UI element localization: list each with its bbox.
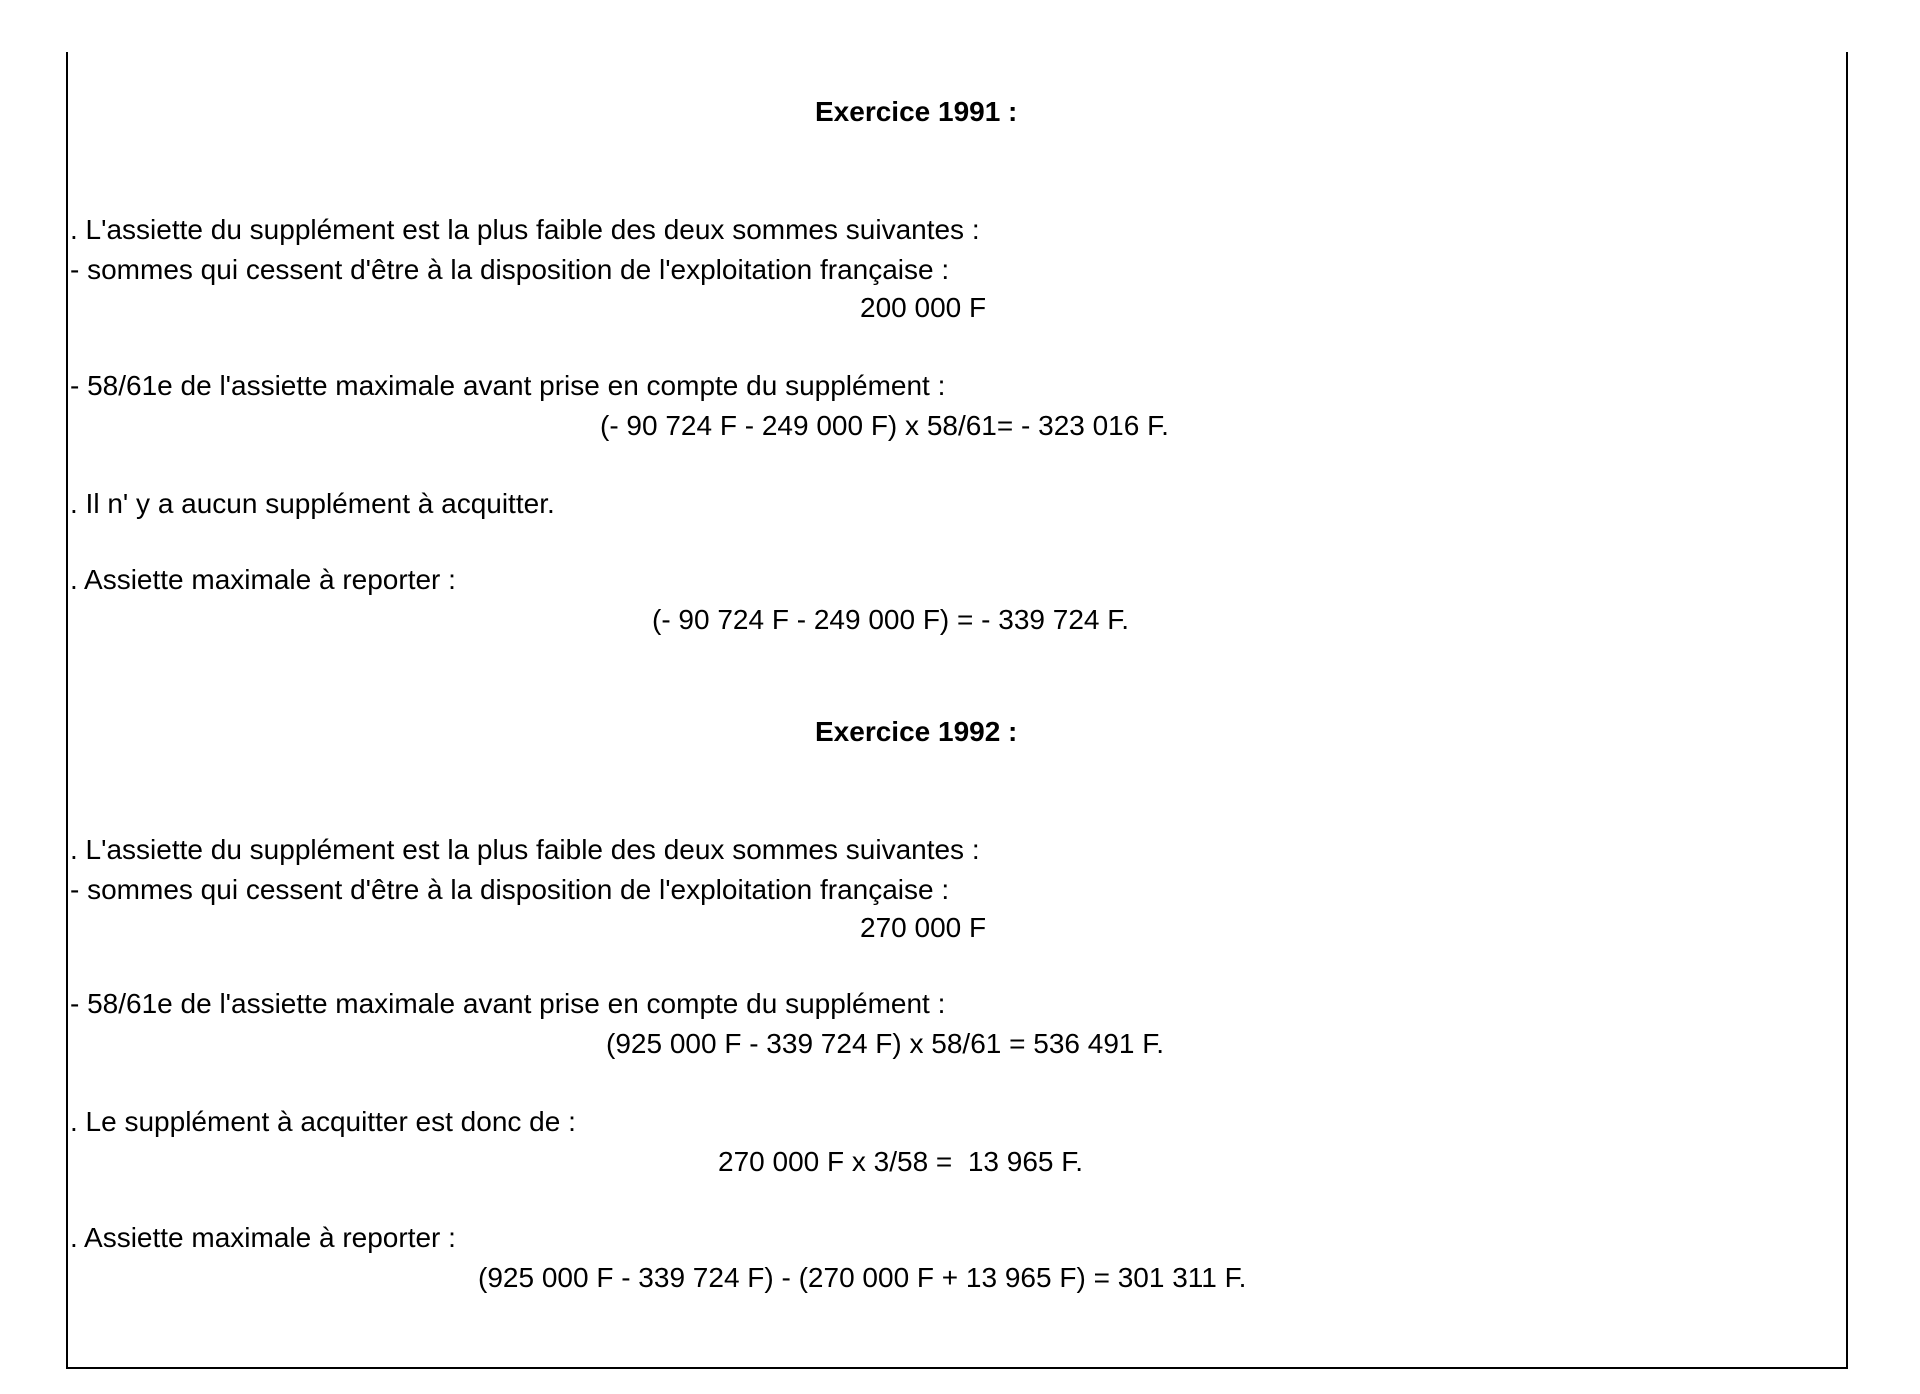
item1-value-1991: 200 000 F xyxy=(860,292,987,323)
section-heading-1992: Exercice 1992 : xyxy=(815,716,1018,747)
item2-label-1992: - 58/61e de l'assiette maximale avant prise en compte du supplément : xyxy=(70,988,946,1019)
item1-value-1992: 270 000 F xyxy=(860,912,987,943)
section-heading-1991: Exercice 1991 : xyxy=(815,96,1018,127)
item2-label-1991: - 58/61e de l'assiette maximale avant prise en compte du supplément : xyxy=(70,370,946,401)
conclusion-1991: . Il n' y a aucun supplément à acquitter. xyxy=(70,488,555,519)
intro-1992: . L'assiette du supplément est la plus faible des deux sommes suivantes : xyxy=(70,834,980,865)
report-value-1991: (- 90 724 F - 249 000 F) = - 339 724 F. xyxy=(652,604,1130,635)
report-label-1991: . Assiette maximale à reporter : xyxy=(70,564,456,595)
item1-label-1992: - sommes qui cessent d'être à la disposition de l'exploitation française : xyxy=(70,874,950,905)
supplement-value-1992: 270 000 F x 3/58 = 13 965 F. xyxy=(718,1146,1084,1177)
item1-label-1991: - sommes qui cessent d'être à la disposition de l'exploitation française : xyxy=(70,254,950,285)
item2-value-1991: (- 90 724 F - 249 000 F) x 58/61= - 323 016 F. xyxy=(600,410,1169,441)
intro-1991: . L'assiette du supplément est la plus faible des deux sommes suivantes : xyxy=(70,214,980,245)
report-label-1992: . Assiette maximale à reporter : xyxy=(70,1222,456,1253)
item2-value-1992: (925 000 F - 339 724 F) x 58/61 = 536 491 F. xyxy=(606,1028,1165,1059)
report-value-1992: (925 000 F - 339 724 F) - (270 000 F + 13 965 F) = 301 311 F. xyxy=(478,1262,1247,1293)
supplement-label-1992: . Le supplément à acquitter est donc de : xyxy=(70,1106,576,1137)
